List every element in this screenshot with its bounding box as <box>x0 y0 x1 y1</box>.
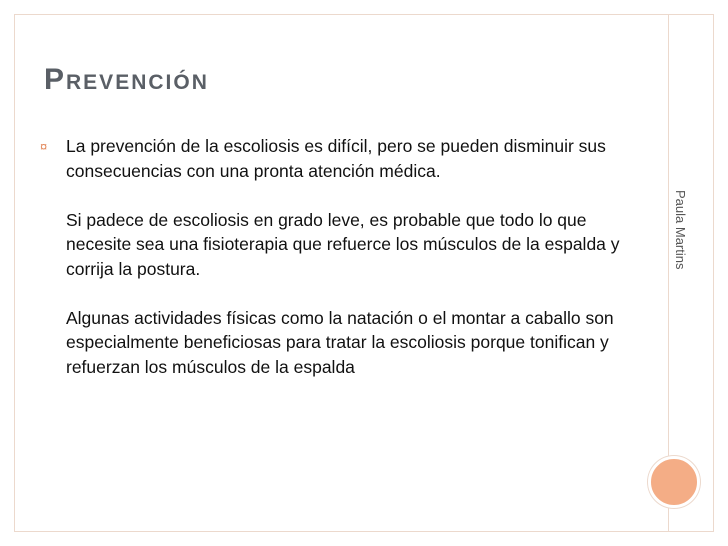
author-name: Paula Martins <box>673 190 688 270</box>
side-divider <box>668 14 669 532</box>
decorative-circle <box>648 456 700 508</box>
bullet-icon: ¤ <box>40 139 48 154</box>
slide-title: Prevención <box>44 63 209 96</box>
bullet-text: La prevención de la escoliosis es difícil, pero se pueden disminuir sus consecuencias con una pronta atención médica. Si padece de escoliosis en grado leve, es probable que todo lo que necesite sea una fisioterapia que refuerce los músculos de la espalda y corrija la postura. Algunas actividades físicas como la natación o el montar a caballo son especialmente beneficiosas para tratar la escoliosis porque tonifican y refuerzan los músculos de la espalda <box>66 136 620 377</box>
